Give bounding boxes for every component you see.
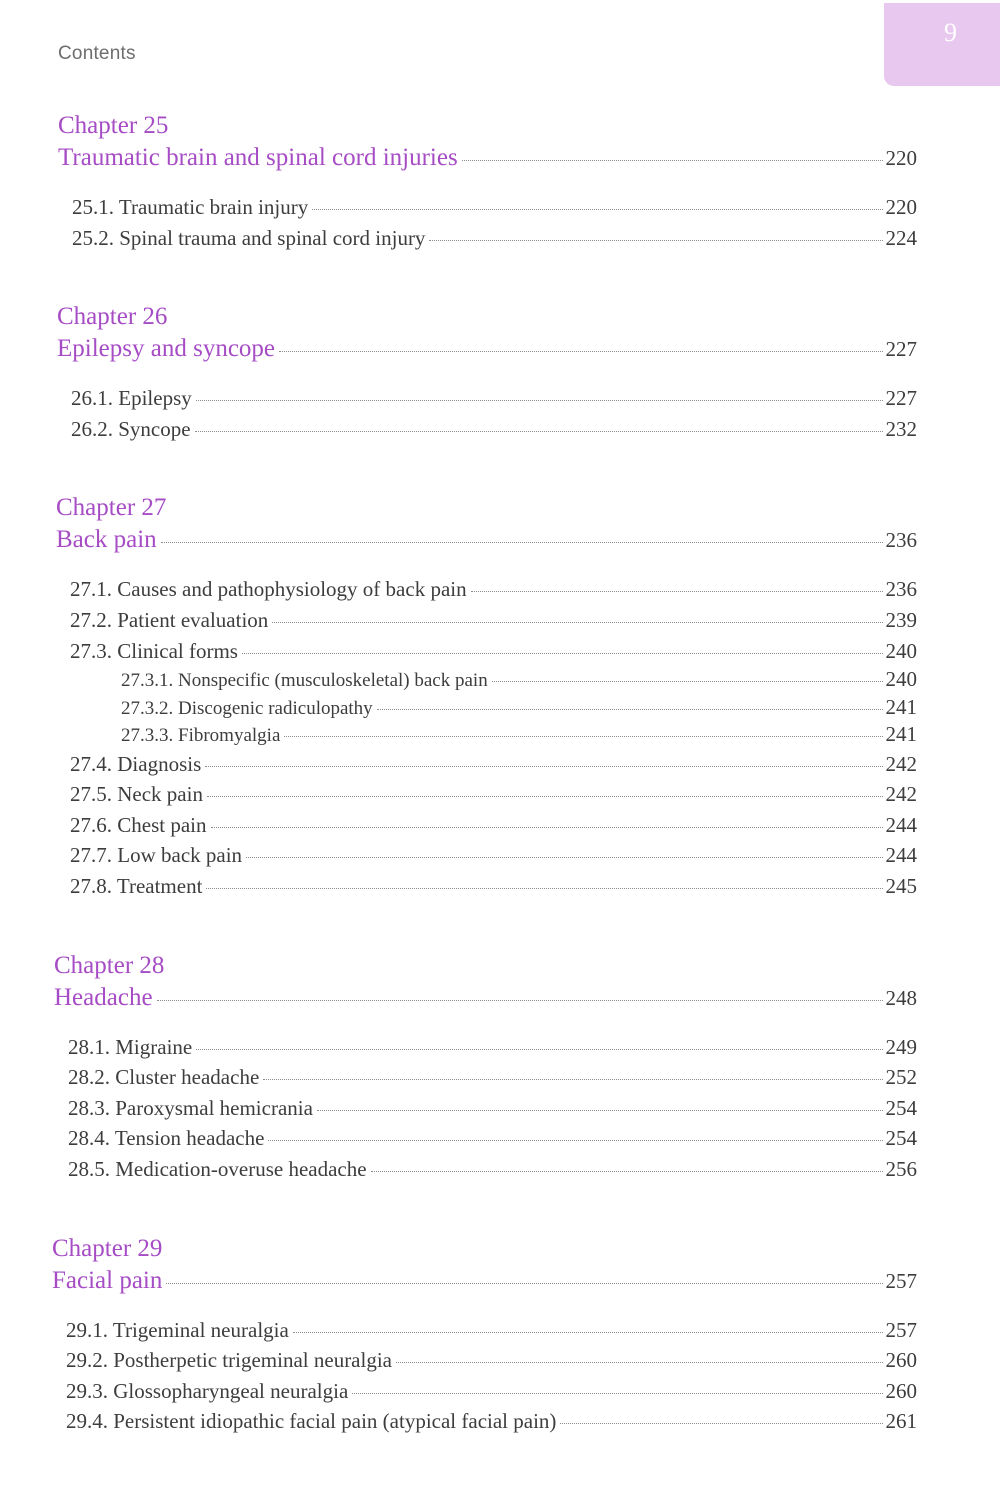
chapter-page-number: 220: [885, 146, 917, 170]
dot-leader: [371, 1171, 883, 1172]
toc-entry[interactable]: [56, 574, 917, 605]
chapter-title-row[interactable]: [52, 1265, 917, 1297]
entry-title: 27.6. Chest pain: [70, 812, 207, 837]
dot-leader: [284, 736, 882, 737]
dot-leader: [207, 796, 883, 797]
dot-leader: [560, 1423, 882, 1424]
dot-leader: [246, 857, 882, 858]
toc-entry[interactable]: [56, 810, 917, 841]
entry-page-number: 260: [885, 1348, 917, 1373]
chapter-label: Chapter 29: [52, 1234, 163, 1262]
entry-page-number: 242: [885, 751, 917, 776]
entry-title: 27.4. Diagnosis: [70, 751, 202, 776]
toc-subentry[interactable]: [56, 694, 917, 722]
dot-leader: [211, 827, 883, 828]
entry-page-number: 245: [885, 874, 917, 899]
entry-title: 27.3.2. Discogenic radiculopathy: [121, 697, 373, 719]
entry-page-number: 254: [885, 1126, 917, 1151]
dot-leader: [196, 400, 883, 401]
entry-page-number: 242: [885, 782, 917, 807]
dot-leader: [352, 1393, 882, 1394]
toc-entry[interactable]: [57, 383, 917, 414]
entry-page-number: 240: [885, 638, 917, 663]
page-number-tab: [884, 3, 1000, 86]
toc-entry[interactable]: [52, 1315, 917, 1346]
entry-page-number: 227: [885, 386, 917, 411]
dot-leader: [196, 1049, 882, 1050]
entry-title: 27.5. Neck pain: [70, 782, 203, 807]
toc-entry[interactable]: [56, 636, 917, 667]
dot-leader: [205, 766, 882, 767]
table-of-contents: [0, 110, 1000, 1485]
chapter-label: Chapter 26: [57, 303, 168, 331]
chapter-title-row[interactable]: [58, 142, 917, 174]
entry-title: 27.8. Treatment: [70, 874, 203, 899]
dot-leader: [462, 160, 883, 161]
entry-title: 28.2. Cluster headache: [68, 1065, 260, 1090]
chapter-section: [0, 950, 1000, 1185]
entry-page-number: 241: [885, 722, 917, 747]
toc-entry[interactable]: [54, 1093, 917, 1124]
toc-subentry[interactable]: [56, 721, 917, 749]
entry-page-number: 244: [885, 812, 917, 837]
dot-leader: [242, 653, 883, 654]
entry-page-number: 240: [885, 667, 917, 692]
chapter-section: [0, 301, 1000, 444]
entry-page-number: 244: [885, 843, 917, 868]
entry-page-number: 257: [885, 1317, 917, 1342]
chapter-section: [0, 492, 1000, 901]
toc-entry[interactable]: [58, 223, 917, 254]
entry-title: 27.3.1. Nonspecific (musculoskeletal) back pain: [121, 670, 488, 692]
toc-entry[interactable]: [54, 1032, 917, 1063]
dot-leader: [166, 1283, 882, 1284]
entry-title: 27.2. Patient evaluation: [70, 607, 269, 632]
dot-leader: [293, 1332, 883, 1333]
entry-page-number: 236: [885, 577, 917, 602]
entry-page-number: 254: [885, 1095, 917, 1120]
dot-leader: [429, 240, 882, 241]
dot-leader: [195, 431, 883, 432]
dot-leader: [268, 1140, 882, 1141]
entry-page-number: 252: [885, 1065, 917, 1090]
entry-title: 27.7. Low back pain: [70, 843, 243, 868]
toc-entry[interactable]: [56, 605, 917, 636]
page-number: 9: [944, 18, 957, 47]
entry-title: 26.2. Syncope: [71, 416, 191, 441]
entry-title: 25.2. Spinal trauma and spinal cord injury: [72, 225, 426, 250]
chapter-title: Facial pain: [52, 1266, 163, 1294]
entry-page-number: 241: [885, 694, 917, 719]
entry-title: 29.2. Postherpetic trigeminal neuralgia: [66, 1348, 392, 1373]
entry-title: 27.1. Causes and pathophysiology of back pain: [70, 577, 467, 602]
entry-page-number: 239: [885, 607, 917, 632]
chapter-title-row[interactable]: [54, 982, 917, 1014]
entry-page-number: 249: [885, 1034, 917, 1059]
toc-entry[interactable]: [54, 1154, 917, 1185]
chapter-title-row[interactable]: [57, 333, 917, 365]
toc-entry[interactable]: [54, 1123, 917, 1154]
entry-page-number: 261: [885, 1409, 917, 1434]
dot-leader: [312, 209, 882, 210]
chapter-section: [0, 110, 1000, 253]
running-head: Contents: [58, 43, 136, 64]
entry-title: 29.4. Persistent idiopathic facial pain (atypical facial pain): [66, 1409, 557, 1434]
toc-entry[interactable]: [58, 192, 917, 223]
dot-leader: [396, 1362, 883, 1363]
dot-leader: [279, 351, 882, 352]
toc-entry[interactable]: [56, 779, 917, 810]
entry-page-number: 260: [885, 1378, 917, 1403]
dot-leader: [317, 1110, 883, 1111]
entry-page-number: 256: [885, 1157, 917, 1181]
chapter-title-row[interactable]: [56, 524, 917, 556]
chapter-label: Chapter 25: [58, 112, 169, 139]
entry-title: 29.3. Glossopharyngeal neuralgia: [66, 1378, 349, 1403]
toc-entry[interactable]: [52, 1345, 917, 1376]
entry-title: 29.1. Trigeminal neuralgia: [66, 1317, 289, 1342]
entry-title: 28.3. Paroxysmal hemicrania: [68, 1095, 313, 1120]
chapter-page-number: 236: [885, 528, 917, 553]
toc-entry[interactable]: [56, 749, 917, 780]
toc-entry[interactable]: [56, 871, 917, 902]
dot-leader: [263, 1079, 882, 1080]
chapter-page-number: 227: [885, 337, 917, 362]
dot-leader: [272, 622, 882, 623]
entry-page-number: 224: [885, 225, 917, 250]
toc-entry[interactable]: [52, 1376, 917, 1407]
entry-title: 28.4. Tension headache: [68, 1126, 265, 1151]
toc-entry[interactable]: [56, 840, 917, 871]
dot-leader: [377, 709, 883, 710]
entry-title: 28.1. Migraine: [68, 1034, 193, 1059]
chapter-label: Chapter 27: [56, 494, 167, 522]
entry-title: 28.5. Medication-overuse headache: [68, 1157, 367, 1181]
entry-page-number: 220: [885, 195, 917, 219]
dot-leader: [206, 888, 882, 889]
dot-leader: [157, 1000, 883, 1001]
dot-leader: [471, 591, 883, 592]
entry-page-number: 232: [885, 416, 917, 441]
chapter-title: Traumatic brain and spinal cord injuries: [58, 144, 458, 171]
chapter-page-number: 257: [885, 1268, 917, 1293]
dot-leader: [161, 542, 883, 543]
chapter-page-number: 248: [885, 985, 917, 1010]
entry-title: 26.1. Epilepsy: [71, 386, 192, 411]
chapter-title: Back pain: [56, 526, 157, 554]
toc-subentry[interactable]: [56, 666, 917, 694]
entry-title: 25.1. Traumatic brain injury: [72, 195, 309, 219]
entry-title: 27.3. Clinical forms: [70, 638, 238, 663]
entry-title: 27.3.3. Fibromyalgia: [121, 725, 281, 747]
dot-leader: [492, 681, 883, 682]
toc-entry[interactable]: [57, 414, 917, 445]
toc-entry[interactable]: [52, 1406, 917, 1437]
chapter-section: [0, 1233, 1000, 1437]
chapter-title: Headache: [54, 983, 153, 1011]
chapter-title: Epilepsy and syncope: [57, 335, 276, 363]
toc-entry[interactable]: [54, 1062, 917, 1093]
chapter-label: Chapter 28: [54, 951, 165, 979]
